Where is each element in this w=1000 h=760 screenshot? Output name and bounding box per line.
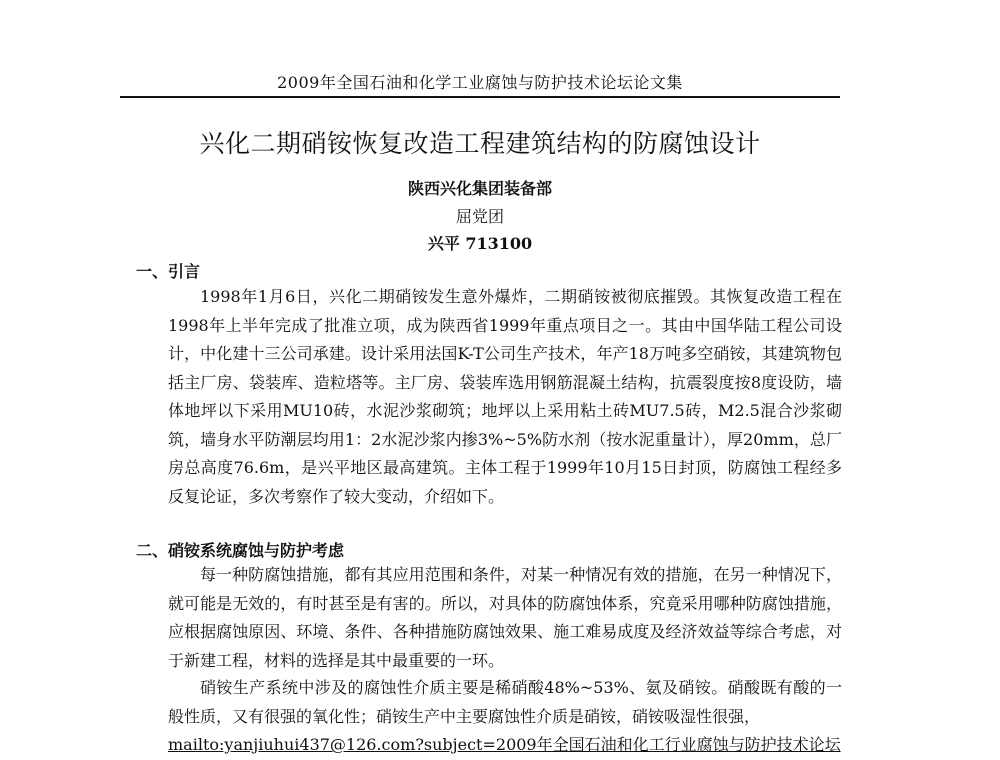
paper-title: 兴化二期硝铵恢复改造工程建筑结构的防腐蚀设计 xyxy=(199,129,761,158)
header-rule xyxy=(120,96,840,98)
section-heading-introduction: 一、引言 xyxy=(136,262,201,281)
postal-code: 兴平 713100 xyxy=(427,234,533,253)
section-heading-corrosion: 二、硝铵系统腐蚀与防护考虑 xyxy=(136,541,345,560)
author-name: 屈党团 xyxy=(455,207,504,226)
body-paragraph: 每一种防腐蚀措施，都有其应用范围和条件，对某一种情况有效的措施，在另一种情况下，就可能是无效的，有时甚至是有害的。所以，对具体的防腐蚀体系，究竟采用哪种防腐蚀措施，应根据腐蚀原因、环境、条件、各种措施防腐蚀效果、施工难易成度及经济效益等综合考虑，对于新建工程，材料的选择是其中最重要的一环。 xyxy=(168,565,842,670)
body-paragraph: 硝铵生产系统中涉及的腐蚀性介质主要是稀硝酸48%~53%、氨及硝铵。硝酸既有酸的一般性质，又有很强的氧化性；硝铵生产中主要腐蚀性介质是硝铵，硝铵吸湿性很强， xyxy=(168,678,842,726)
running-header: 2009年全国石油和化学工业腐蚀与防护技术论坛论文集 xyxy=(277,73,683,92)
email-link[interactable]: mailto:yanjiuhui437@126.com?subject=2009年全国石油和化工行业腐蚀与防护技术论坛 xyxy=(168,735,841,754)
author-affiliation: 陕西兴化集团装备部 xyxy=(407,179,552,198)
body-paragraph: 1998年1月6日，兴化二期硝铵发生意外爆炸，二期硝铵被彻底摧毁。其恢复改造工程在1998年上半年完成了批准立项，成为陕西省1999年重点项目之一。其由中国华陆工程公司设计，中化建十三公司承建。设计采用法国K-T公司生产技术，年产18万吨多空硝铵，其建筑物包括主厂房、袋装库、造粒塔等。主厂房、袋装库选用钢筋混凝土结构，抗震裂度按8度设防，墙体地坪以下采用MU10砖，水泥沙浆砌筑；地坪以上采用粘土砖MU7.5砖，M2.5混合沙浆砌筑，墙身水平防潮层均用1：2水泥沙浆内掺3%~5%防水剂（按水泥重量计），厚20mm，总厂房总高度76.6m，是兴平地区最高建筑。主体工程于1999年10月15日封顶，防腐蚀工程经多反复论证，多次考察作了较大变动，介绍如下。 xyxy=(168,287,842,506)
